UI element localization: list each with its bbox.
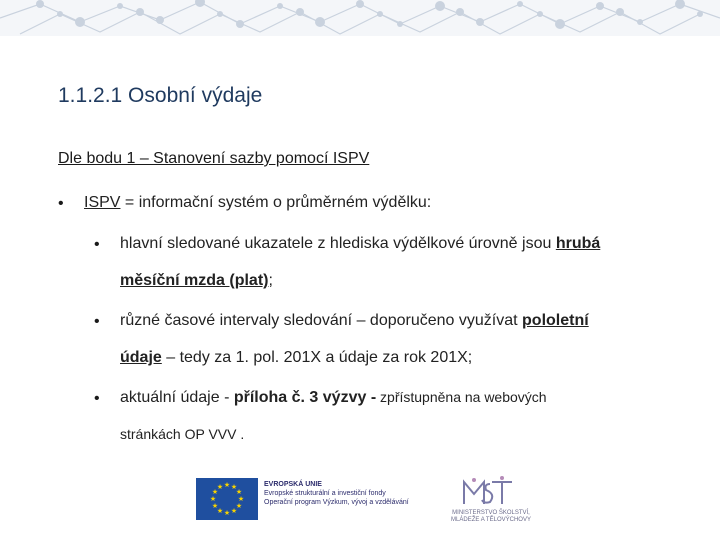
msmt-caption	[446, 510, 536, 524]
eu-flag-icon	[196, 478, 258, 520]
sub-bullet-1-marker: •	[94, 236, 100, 253]
svg-text:★: ★	[209, 495, 217, 503]
sub-bullet-2-line-1	[120, 312, 589, 330]
svg-text:★: ★	[235, 502, 243, 510]
sub-bullet-3-tail: zpřístupněna na webových	[376, 389, 547, 405]
sub-bullet-2-emphasis-2: údaje	[120, 349, 162, 366]
svg-text:★: ★	[230, 507, 238, 515]
eu-caption-line-2: Evropské strukturální a investiční fondy	[264, 490, 386, 497]
slide-title: 1.1.2.1 Osobní výdaje	[58, 84, 263, 107]
sub-bullet-1-line-2	[120, 272, 273, 290]
ispv-term: ISPV	[84, 194, 121, 211]
sub-bullet-1-emphasis: hrubá	[555, 235, 601, 252]
svg-text:★: ★	[211, 502, 219, 510]
svg-text:★: ★	[216, 483, 224, 491]
svg-text:★: ★	[216, 507, 224, 515]
ispv-definition: = informační systém o průměrném výdělku:	[120, 194, 432, 211]
sub-bullet-1-line-1	[120, 235, 600, 253]
sub-bullet-3-text: aktuální údaje -	[120, 389, 234, 406]
main-bullet-marker: •	[58, 195, 64, 212]
eu-caption-line-1: EVROPSKÁ UNIE	[264, 481, 322, 488]
svg-text:★: ★	[230, 483, 238, 491]
sub-bullet-2-tail: – tedy za 1. pol. 201X a údaje za rok 201X;	[161, 349, 473, 366]
sub-bullet-1-emphasis-2: měsíční mzda (plat)	[120, 272, 269, 289]
svg-text:★: ★	[211, 488, 219, 496]
molecule-pattern-icon	[0, 0, 720, 36]
msmt-caption-line-1: MINISTERSTVO ŠKOLSTVÍ,	[452, 510, 530, 516]
sub-bullet-1-tail: ;	[268, 272, 273, 289]
header-pattern-band	[0, 0, 720, 36]
eu-caption-line-3: Operační program Výzkum, vývoj a vzdělávání	[264, 499, 409, 506]
svg-text:★: ★	[235, 488, 243, 496]
sub-bullet-2-line-2	[120, 349, 472, 367]
sub-bullet-2-marker: •	[94, 313, 100, 330]
sub-bullet-3-line-1	[120, 389, 547, 407]
footer-logos	[196, 472, 536, 524]
eu-caption	[264, 480, 444, 507]
sub-bullet-2-emphasis: pololetní	[522, 312, 589, 329]
sub-bullet-1-text: hlavní sledované ukazatele z hlediska výdělkové úrovně jsou	[120, 235, 556, 252]
sub-bullet-3-emphasis: příloha č. 3 výzvy -	[233, 389, 377, 406]
msmt-caption-line-2: MLÁDEŽE A TĚLOVÝCHOVY	[451, 517, 531, 523]
svg-text:★: ★	[223, 481, 231, 489]
svg-text:★: ★	[223, 509, 231, 517]
sub-bullet-3-line-2: stránkách OP VVV .	[120, 426, 245, 442]
svg-text:★: ★	[237, 495, 245, 503]
main-bullet-text	[84, 194, 431, 212]
sub-bullet-2-text: různé časové intervaly sledování – doporučeno využívat	[120, 312, 523, 329]
sub-bullet-3-marker: •	[94, 390, 100, 407]
subheading: Dle bodu 1 – Stanovení sazby pomocí ISPV	[58, 150, 370, 167]
